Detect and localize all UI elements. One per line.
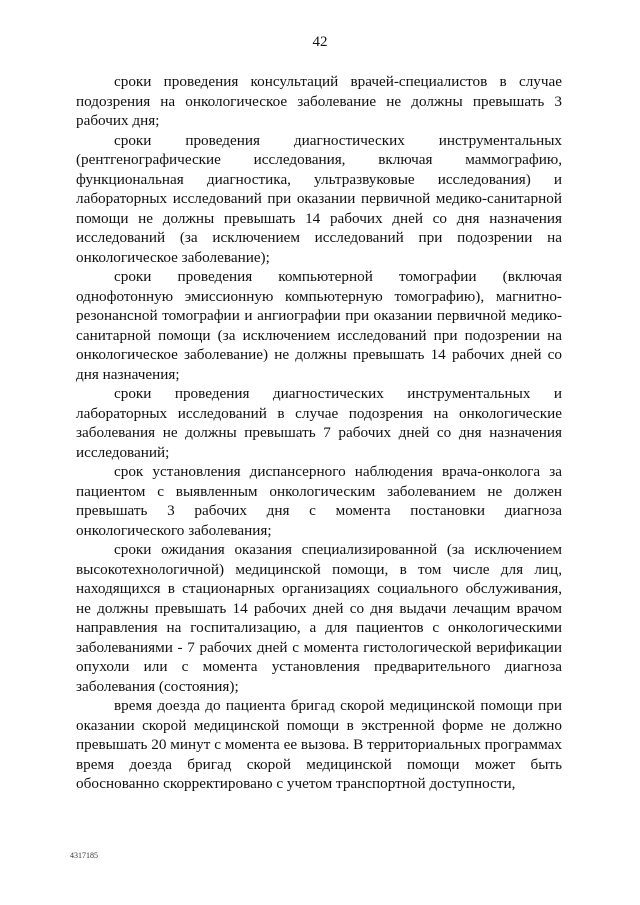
paragraph-diagnostic-terms: сроки проведения диагностических инструментальных (рентгенографические исследования, включая маммографию, функциональная диагностика, ультразвуковые исследования) и лабораторных исследований при оказании первичной медико-санитарной помощи не должны превышать 14 рабочих дней со дня назначения исследований (за исключением исследований при подозрении на онкологическое заболевание);: [76, 131, 562, 266]
document-body: [76, 72, 562, 794]
paragraph-specialized-care-wait: сроки ожидания оказания специализированной (за исключением высокотехнологичной) медицинской помощи, в том числе для лиц, находящихся в стационарных организациях социального обслуживания, не должны превышать 14 рабочих дней со дня выдачи лечащим врачом направления на госпитализацию, а для пациентов с онкологическими заболеваниями - 7 рабочих дней с момента гистологической верификации опухоли или с момента установления предварительного диагноза заболевания (состояния);: [76, 541, 562, 695]
paragraph-ambulance-arrival-time: время доезда до пациента бригад скорой медицинской помощи при оказании скорой медицинской помощи в экстренной форме не должно превышать 20 минут с момента ее вызова. В территориальных программах время доезда бригад скорой медицинской помощи может быть обоснованно скорректировано с учетом транспортной доступности,: [76, 697, 562, 792]
document-code: 4317185: [70, 851, 98, 860]
paragraph-dispensary-observation: срок установления диспансерного наблюдения врача-онколога за пациентом с выявленным онкологическим заболеванием не должен превышать 3 рабочих дня с момента постановки диагноза онкологического заболевания;: [76, 463, 562, 539]
page-number: 42: [312, 34, 328, 50]
paragraph-consultation-terms: сроки проведения консультаций врачей-специалистов в случае подозрения на онкологическое заболевание не должны превышать 3 рабочих дня;: [76, 73, 562, 129]
paragraph-ct-mri-terms: сроки проведения компьютерной томографии (включая однофотонную эмиссионную компьютерную томографию), магнитно-резонансной томографии и ангиографии при оказании первичной медико-санитарной помощи (за исключением исследований при подозрении на онкологическое заболевание) не должны превышать 14 рабочих дней со дня назначения;: [76, 268, 562, 383]
paragraph-oncology-diagnostic-terms: сроки проведения диагностических инструментальных и лабораторных исследований в случае подозрения на онкологические заболевания не должны превышать 7 рабочих дней со дня назначения исследований;: [76, 385, 562, 461]
